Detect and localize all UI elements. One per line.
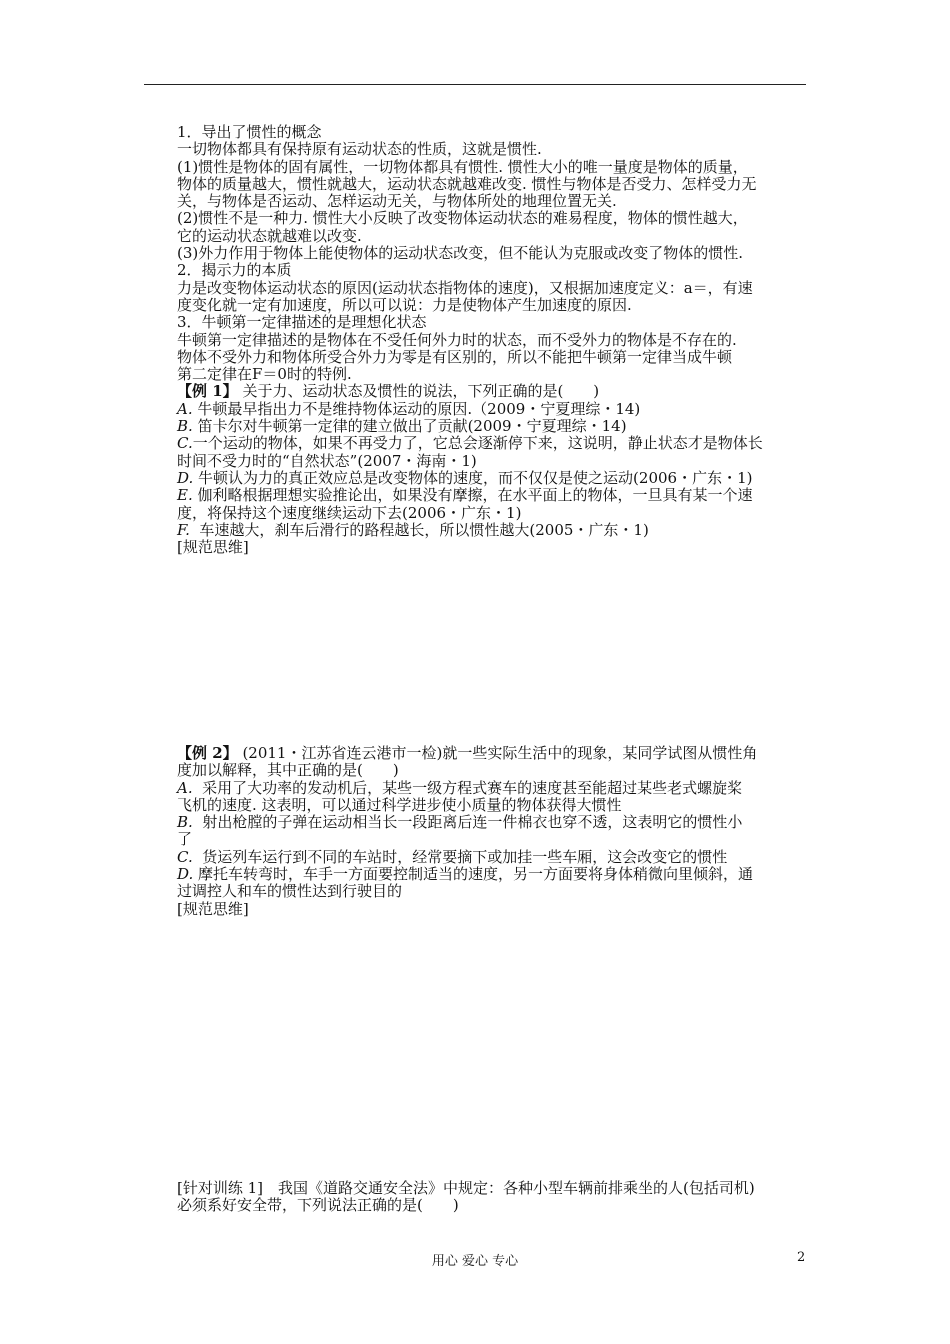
concept-line: 力是改变物体运动状态的原因(运动状态指物体的速度)，又根据加速度定义：a＝，有速 <box>177 278 753 297</box>
example2-option-d-cont <box>177 883 809 900</box>
option-text: 度，将保持这个速度继续运动下去(2006・广东・1) <box>177 503 522 522</box>
option-text: 过调控人和车的惯性达到行驶目的 <box>177 882 403 901</box>
concept-line: 物体的质量越大，惯性就越大，运动状态就越难改变. 惯性与物体是否受力、怎样受力无 <box>177 174 757 193</box>
concept-line: (3)外力作用于物体上能使物体的运动状态改变，但不能认为克服或改变了物体的惯性. <box>177 244 744 263</box>
page-number: 2 <box>797 1250 806 1265</box>
example1-option-e-cont <box>177 505 809 522</box>
example2-option-b-cont <box>177 831 809 848</box>
option-letter: D. <box>177 865 194 884</box>
option-letter: C. <box>177 434 193 453</box>
option-text: 伽利略根据理想实验推论出，如果没有摩擦，在水平面上的物体，一旦具有某一个速 <box>197 486 753 505</box>
concept-line: 1．导出了惯性的概念 <box>177 123 322 141</box>
example2-option-b <box>177 814 809 831</box>
option-letter: C. <box>177 847 193 866</box>
concept-line: (2)惯性不是一种力. 惯性大小反映了改变物体运动状态的难易程度，物体的惯性越大， <box>177 209 748 228</box>
option-letter: A. <box>177 778 193 797</box>
concept-line: 2．揭示力的本质 <box>177 261 292 280</box>
example2-question-text: (2011・江苏省连云港市一检)就一些实际生活中的现象，某同学试图从惯性角 <box>242 744 758 762</box>
example2-question <box>177 745 809 762</box>
footer-motto: 用心 爱心 专心 <box>431 1254 519 1269</box>
concept-line: 3．牛顿第一定律描述的是理想化状态 <box>177 313 427 332</box>
example1-option-c-cont <box>177 453 809 470</box>
example1-option-c <box>177 435 809 452</box>
example2-option-c <box>177 849 809 866</box>
example1-option-e <box>177 487 809 504</box>
option-text: 牛顿认为力的真正效应总是改变物体的速度，而不仅仅是使之运动(2006・广东・1) <box>198 468 753 487</box>
option-text: 货运列车运行到不同的车站时，经常要摘下或加挂一些车厢，这会改变它的惯性 <box>202 847 728 866</box>
example1-option-a <box>177 401 809 418</box>
option-text: 车速越大，刹车后滑行的路程越长，所以惯性越大(2005・广东・1) <box>199 520 649 539</box>
example1-title: 【例 1】 <box>177 382 238 401</box>
example1-option-f <box>177 522 809 539</box>
option-text: 摩托车转弯时，车手一方面要控制适当的速度，另一方面要将身体稍微向里倾斜，通 <box>198 865 754 884</box>
option-letter: A. <box>177 399 193 418</box>
concept-line: 牛顿第一定律描述的是物体在不受任何外力时的状态，而不受外力的物体是不存在的. <box>177 330 737 349</box>
concepts-section <box>177 124 809 556</box>
concept-line: 一切物体都具有保持原有运动状态的性质，这就是惯性. <box>177 140 542 159</box>
example1-thinking: [规范思维] <box>177 538 249 557</box>
option-letter: F. <box>177 520 190 539</box>
option-letter: B. <box>177 417 193 436</box>
option-text: 采用了大功率的发动机后，某些一级方程式赛车的速度甚至能超过某些老式螺旋桨 <box>202 778 743 797</box>
example1-option-d <box>177 470 809 487</box>
concept-line: (1)惯性是物体的固有属性，一切物体都具有惯性. 惯性大小的唯一量度是物体的质量， <box>177 157 748 176</box>
option-text: 飞机的速度. 这表明，可以通过科学进步使小质量的物体获得大惯性 <box>177 795 622 814</box>
option-text: 了 <box>177 830 193 849</box>
example1-question-text: 关于力、运动状态及惯性的说法，下列正确的是( ) <box>242 382 600 401</box>
example2-option-a <box>177 780 809 797</box>
example2-question-cont: 度加以解释，其中正确的是( ) <box>177 761 399 780</box>
header-rule <box>144 84 806 85</box>
example2-title: 【例 2】 <box>177 744 238 762</box>
example1-option-b <box>177 418 809 435</box>
option-text: 时间不受力时的“自然状态”(2007・海南・1) <box>177 451 477 470</box>
option-text: 笛卡尔对牛顿第一定律的建立做出了贡献(2009・宁夏理综・14) <box>197 417 627 436</box>
example2-thinking: [规范思维] <box>177 899 249 918</box>
training1-line: [针对训练 1] 我国《道路交通安全法》中规定：各种小型车辆前排乘坐的人(包括司机) <box>177 1179 755 1197</box>
training1-section <box>177 1180 809 1215</box>
concept-line: 关，与物体是否运动、怎样运动无关，与物体所处的地理位置无关. <box>177 192 617 211</box>
example2-option-d <box>177 866 809 883</box>
concept-line: 它的运动状态就越难以改变. <box>177 226 362 245</box>
option-text: 射出枪膛的子弹在运动相当长一段距离后连一件棉衣也穿不透，这表明它的惯性小 <box>202 813 743 832</box>
option-text: 牛顿最早指出力不是维持物体运动的原因.（2009・宁夏理综・14) <box>197 399 641 418</box>
concept-line: 第二定律在F＝0时的特例. <box>177 365 352 384</box>
concept-line: 度变化就一定有加速度，所以可以说：力是使物体产生加速度的原因. <box>177 295 632 314</box>
example1-question <box>177 383 809 400</box>
option-letter: B. <box>177 813 193 832</box>
option-letter: D. <box>177 468 194 487</box>
concept-line: 物体不受外力和物体所受合外力为零是有区别的，所以不能把牛顿第一定律当成牛顿 <box>177 347 733 366</box>
example2-section <box>177 745 809 918</box>
option-letter: E. <box>177 486 193 505</box>
training1-line: 必须系好安全带，下列说法正确的是( ) <box>177 1196 459 1215</box>
option-text: 一个运动的物体，如果不再受力了，它总会逐渐停下来，这说明，静止状态才是物体长 <box>192 434 763 453</box>
example2-option-a-cont <box>177 797 809 814</box>
